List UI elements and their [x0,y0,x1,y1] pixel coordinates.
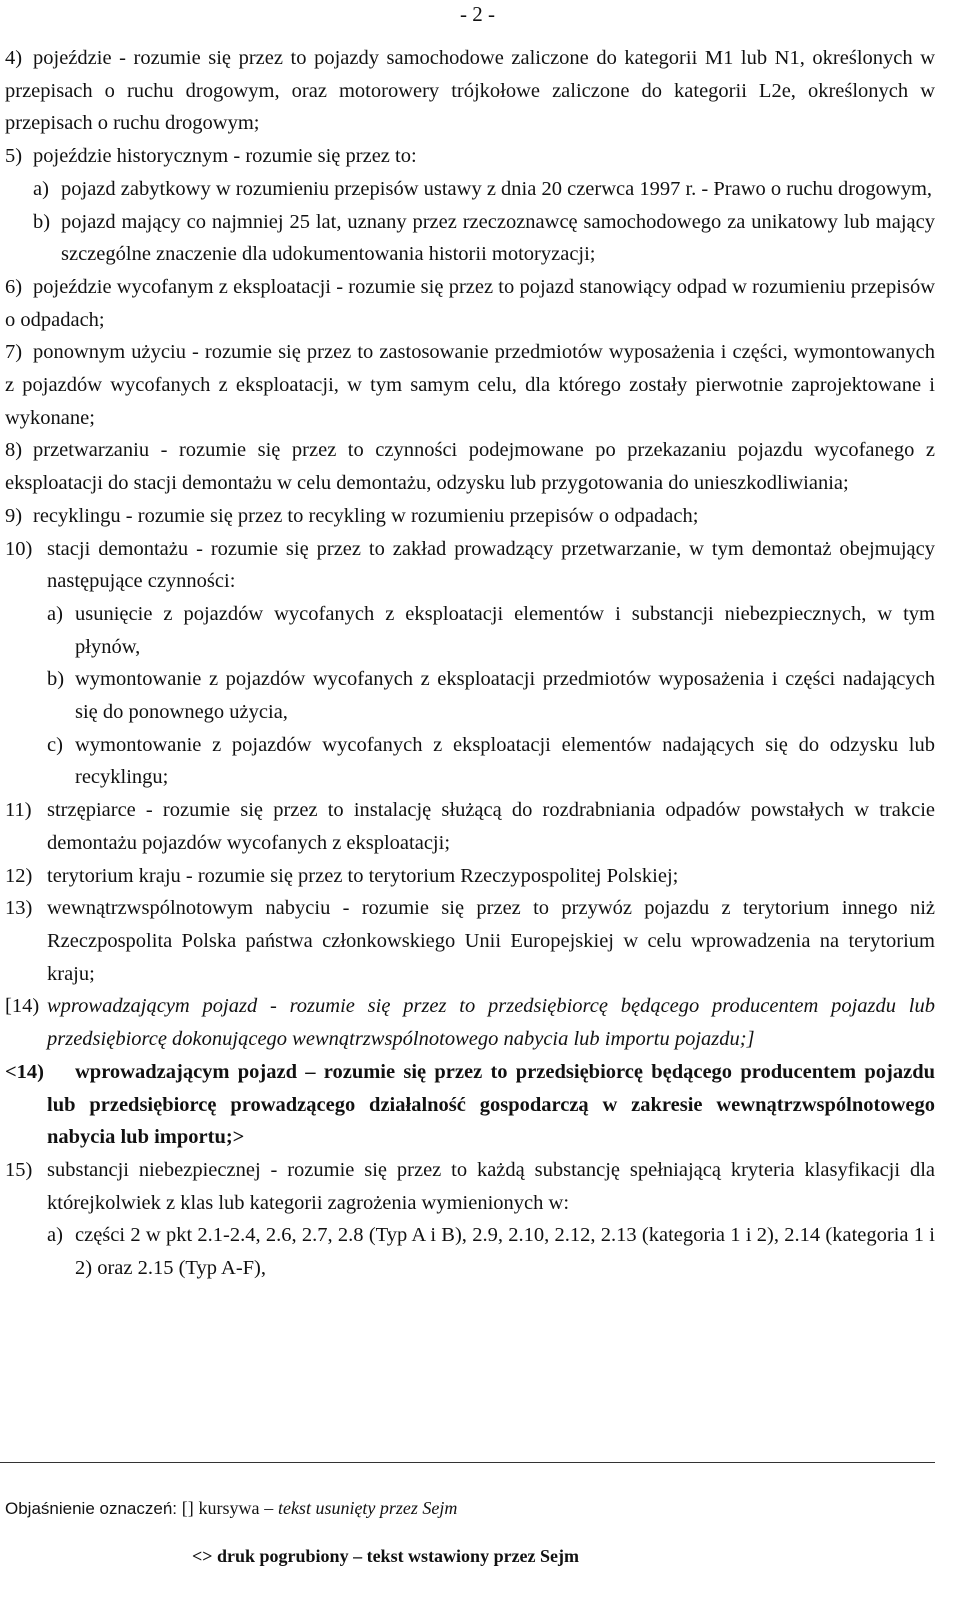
sub-letter: a) [33,177,49,200]
sub-letter: b) [47,668,65,691]
sub-letter: a) [47,602,63,625]
item-number: 15) [5,1158,33,1181]
definition-item [5,271,935,336]
sub-text: usunięcie z pojazdów wycofanych z eksploatacji elementów i substancji niebezpiecznych, w tym płynów, [75,602,935,658]
item-number: 11) [5,799,32,822]
item-number: 7) [5,341,23,364]
item-text: przetwarzaniu - rozumie się przez to czynności podejmowane po przekazaniu pojazdu wycofanego z eksploatacji do stacji demontażu w celu demontażu, odzysku lub przygotowania do unieszkodliwiania; [5,439,935,495]
definition-item-inserted [5,1056,935,1154]
document-body [5,42,935,1285]
definition-item-removed [5,990,935,1055]
sub-letter: b) [33,210,51,233]
sub-letter: a) [47,1224,63,1247]
legend-line [5,1498,457,1519]
item-number: 13) [5,897,33,920]
sub-item [5,663,935,728]
item-text: strzępiarce - rozumie się przez to instalację służącą do rozdrabniania odpadów powstałych w trakcie demontażu pojazdów wycofanych z eksploatacji; [47,799,935,854]
definition-item [5,336,935,434]
item-text: substancji niebezpiecznej - rozumie się przez to każdą substancję spełniającą kryteria klasyfikacji dla którejkolwiek z klas lub kategorii zagrożenia wymienionych w: [47,1158,935,1214]
sub-text: wymontowanie z pojazdów wycofanych z eksploatacji przedmiotów wyposażenia i części nadających się do ponownego użycia, [75,668,935,724]
sub-letter: c) [47,733,63,756]
item-number: 12) [5,864,33,887]
item-text: recyklingu - rozumie się przez to recykling w rozumieniu przepisów o odpadach; [33,504,699,527]
item-text: pojeździe historycznym - rozumie się przez to: [33,145,417,168]
item-text: wewnątrzwspólnotowym nabyciu - rozumie się przez to przywóz pojazdu z terytorium innego niż Rzeczpospolita Polska państwa członkowskiego Unii Europejskiej w celu wprowadzenia na terytorium kraju; [47,897,935,985]
definition-item [5,434,935,499]
definition-item [5,42,935,140]
definition-item [5,892,935,990]
sub-item [5,206,935,271]
definition-item [5,140,935,173]
definition-item [5,1154,935,1219]
item-number: 6) [5,275,23,298]
item-text: stacji demontażu - rozumie się przez to zakład prowadzący przetwarzanie, w tym demontaż obejmujący następujące czynności: [47,537,935,593]
definition-item [5,500,935,533]
item-number: [14) [5,995,40,1018]
legend-bold-line: <> druk pogrubiony – tekst wstawiony przez Sejm [192,1546,580,1566]
item-number: 10) [5,537,33,560]
sub-item [5,729,935,794]
sub-text: pojazd zabytkowy w rozumieniu przepisów ustawy z dnia 20 czerwca 1997 r. - Prawo o ruchu drogowym, [61,177,933,200]
item-text: wprowadzającym pojazd – rozumie się przez to przedsiębiorcę będącego producentem pojazdu lub przedsiębiorcę prowadzącego działalność gospodarczą w zakresie wewnątrzwspólnotowego nabycia lub importu;> [47,1060,935,1149]
legend-brackets: [] [181,1498,194,1518]
sub-text: pojazd mający co najmniej 25 lat, uznany przez rzeczoznawcę samochodowego za unikatowy lub mający szczególne znaczenie dla udokumentowania historii motoryzacji; [61,210,935,266]
definition-item [5,533,935,598]
sub-item [5,1219,935,1284]
item-number: <14) [5,1060,45,1083]
item-number: 5) [5,145,23,168]
legend-label: Objaśnienie oznaczeń: [5,1499,178,1518]
definition-item [5,860,935,893]
sub-item [5,598,935,663]
legend-dash: – [264,1498,274,1518]
item-text: wprowadzającym pojazd - rozumie się przez to przedsiębiorcę będącego producentem pojazdu lub przedsiębiorcę dokonującego wewnątrzwspólnotowego nabycia lub importu pojazdu;] [47,995,935,1051]
sub-item [5,173,935,206]
item-text: pojeździe wycofanym z eksploatacji - rozumie się przez to pojazd stanowiący odpad w rozumieniu przepisów o odpadach; [5,275,935,331]
item-text: terytorium kraju - rozumie się przez to terytorium Rzeczypospolitej Polskiej; [47,864,679,887]
sub-text: części 2 w pkt 2.1-2.4, 2.6, 2.7, 2.8 (Typ A i B), 2.9, 2.10, 2.12, 2.13 (kategoria 1 i 2), 2.14 (kategoria 1 i 2) oraz 2.15 (Typ A-F), [75,1224,935,1280]
sub-text: wymontowanie z pojazdów wycofanych z eksploatacji elementów nadających się do odzysku lub recyklingu; [75,733,935,789]
item-number: 9) [5,504,23,527]
item-number: 4) [5,47,23,69]
legend-italic-word: kursywa [198,1498,260,1518]
item-text: ponownym użyciu - rozumie się przez to zastosowanie przedmiotów wyposażenia i części, wymontowanych z pojazdów wycofanych z eksploatacji, w tym samym celu, dla którego zostały pierwotnie zaprojektowane i wykonane; [5,341,935,429]
footer-divider [0,1462,935,1463]
definition-item [5,794,935,859]
item-number: 8) [5,439,23,462]
item-text: pojeździe - rozumie się przez to pojazdy samochodowe zaliczone do kategorii M1 lub N1, określonych w przepisach o ruchu drogowym, oraz motorowery trójkołowe zaliczone do kategorii L2e, określonych w przepisach o ruchu drogowym; [5,47,935,135]
legend-italic-desc: tekst usunięty przez Sejm [277,1498,458,1518]
